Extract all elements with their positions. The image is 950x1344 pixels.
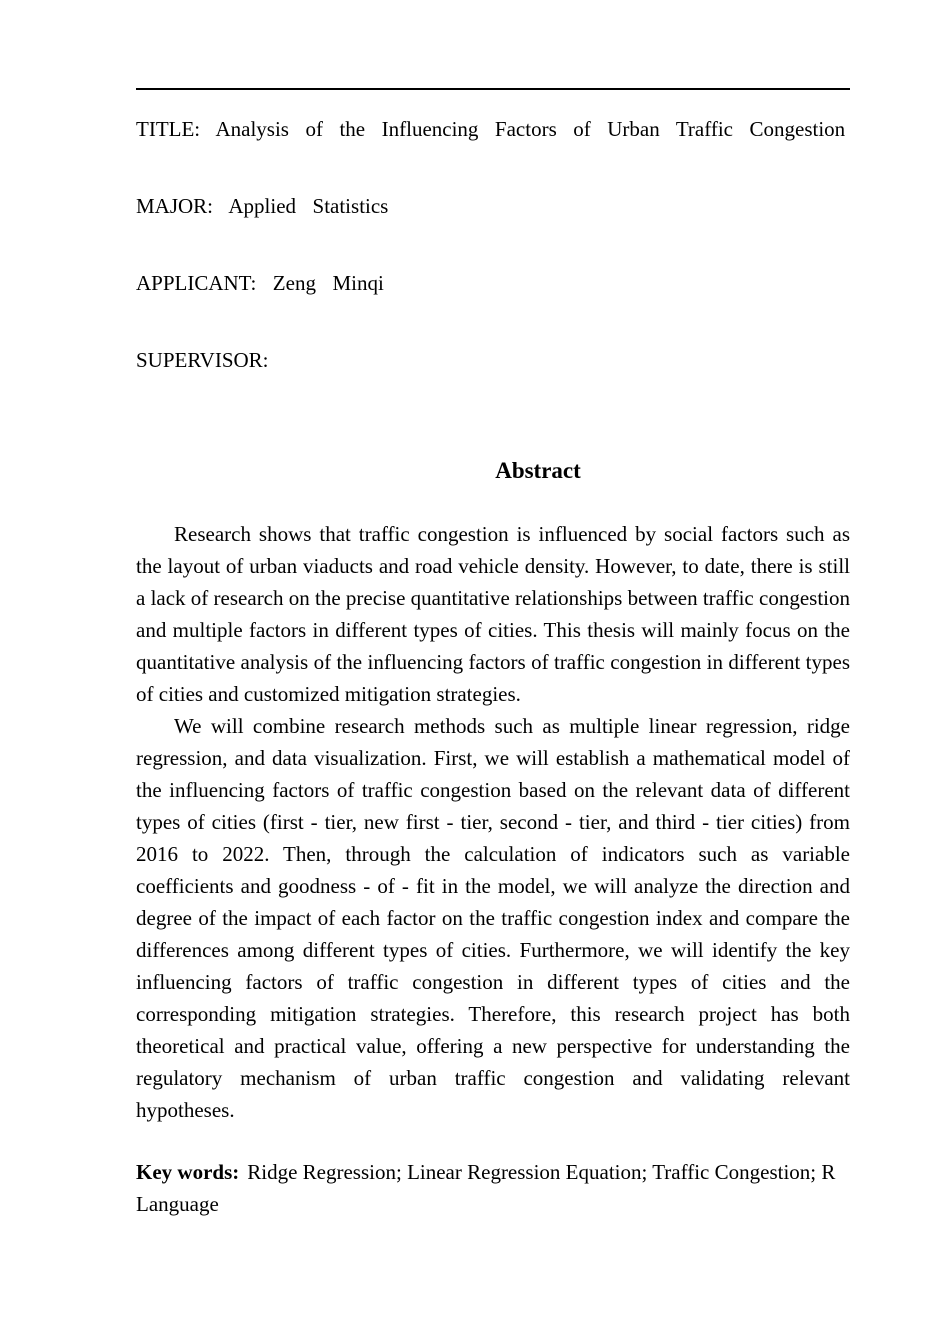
abstract-heading: Abstract xyxy=(495,458,581,483)
abstract-paragraph: We will combine research methods such as multiple linear regression, ridge regression, and data visualization. First, we will establish a mathematical model of the influencing factors of traffic congestion based on the relevant data of different types of cities (first - tier, new first - tier, second - tier, and third - tier cities) from 2016 to 2022. Then, through the calculation of indicators such as variable coefficients and goodness - of - fit in the model, we will analyze the direction and degree of the impact of each factor on the traffic congestion index and compare the differences among different types of cities. Furthermore, we will identify the key influencing factors of traffic congestion in different types of cities and the corresponding mitigation strategies. Therefore, this research project has both theoretical and practical value, offering a new perspective for understanding the regulatory mechanism of urban traffic congestion and validating relevant hypotheses. xyxy=(136,714,850,1122)
keywords-value: Ridge Regression; Linear Regression Equation; Traffic Congestion; R Language xyxy=(136,1160,836,1216)
keywords-label: Key words: xyxy=(136,1160,240,1184)
major-field: MAJOR: Applied Statistics xyxy=(136,194,389,218)
abstract-paragraph: Research shows that traffic congestion is influenced by social factors such as the layout of urban viaducts and road vehicle density. However, to date, there is still a lack of research on the precise quantitative relationships between traffic congestion and multiple factors in different types of cities. This thesis will mainly focus on the quantitative analysis of the influencing factors of traffic congestion in different types of cities and customized mitigation strategies. xyxy=(136,522,850,706)
abstract-body xyxy=(136,518,850,1126)
thesis-title: TITLE: Analysis of the Influencing Factors of Urban Traffic Congestion xyxy=(136,117,846,141)
supervisor-field: SUPERVISOR: xyxy=(136,348,269,372)
applicant-field: APPLICANT: Zeng Minqi xyxy=(136,271,384,295)
keywords xyxy=(136,1156,850,1220)
header-rule xyxy=(136,88,850,90)
